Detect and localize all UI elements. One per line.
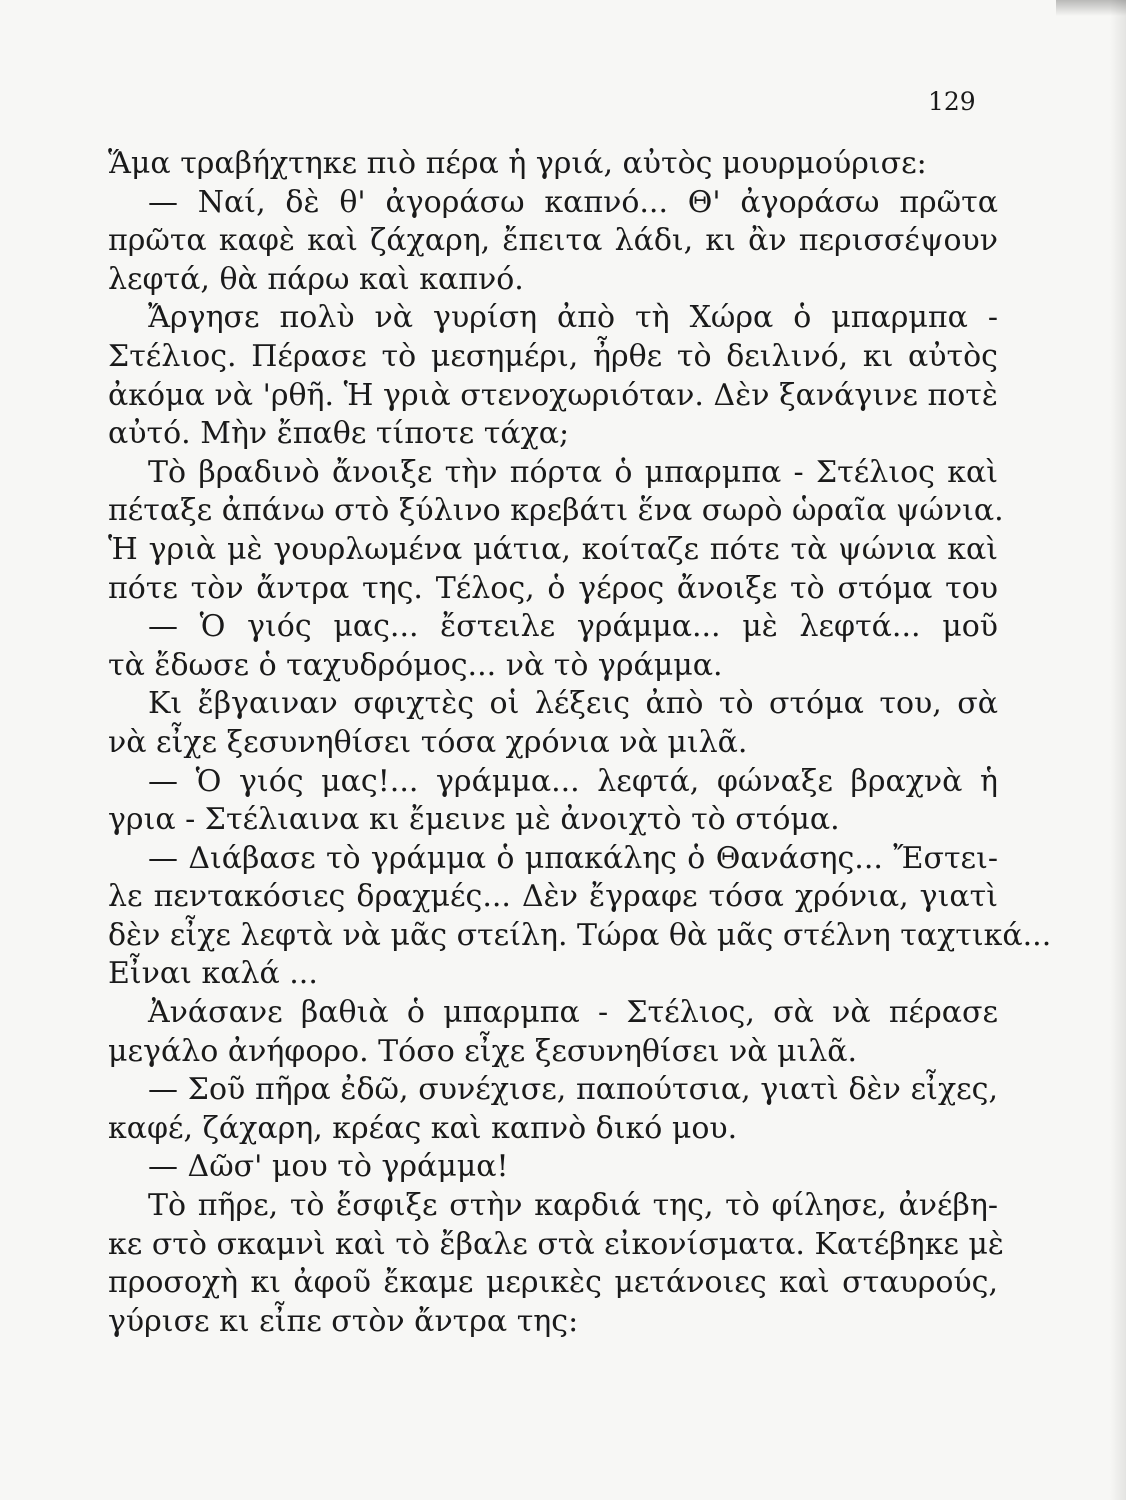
text-line: καφέ, ζάχαρη, κρέας καὶ καπνὸ δικό μου.: [108, 1110, 738, 1146]
text-line: Ἅμα τραβήχτηκε πιὸ πέρα ἡ γριά, αὐτὸς μουρμούρισε:: [108, 146, 927, 181]
text-line: — Ὁ γιός μας... ἔστειλε γράμμα... μὲ λεφτά... μοῦ: [148, 609, 998, 645]
page-corner-shadow: [1056, 0, 1126, 16]
text-line: πέταξε ἀπάνω στὸ ξύλινο κρεβάτι ἕνα σωρὸ ὡραῖα ψώνια.: [108, 493, 1004, 529]
text-line: Εἶναι καλά ...: [108, 956, 318, 992]
text-line: πρῶτα καφὲ καὶ ζάχαρη, ἔπειτα λάδι, κι ἂν περισσέψουν: [108, 223, 998, 259]
text-line: δὲν εἶχε λεφτὰ νὰ μᾶς στείλη. Τώρα θὰ μᾶς στέλνη ταχτικά...: [108, 917, 1052, 953]
text-line: λεφτά, θὰ πάρω καὶ καπνό.: [108, 261, 524, 297]
text-line: λε πεντακόσιες δραχμές... Δὲν ἔγραφε τόσα χρόνια, γιατὶ: [108, 879, 998, 915]
text-line: — Ναί, δὲ θ' ἀγοράσω καπνό... Θ' ἀγοράσω πρῶτα: [148, 184, 998, 220]
text-line: μεγάλο ἀνήφορο. Τόσο εἶχε ξεσυνηθίσει νὰ μιλᾶ.: [108, 1033, 858, 1069]
text-line: Στέλιος. Πέρασε τὸ μεσημέρι, ἦρθε τὸ δειλινό, κι αὐτὸς: [108, 338, 998, 374]
page-number: 129: [928, 87, 976, 116]
text-line: τὰ ἔδωσε ὁ ταχυδρόμος... νὰ τὸ γράμμα.: [108, 647, 723, 683]
text-line: Τὸ βραδινὸ ἄνοιξε τὴν πόρτα ὁ μπαρμπα - Στέλιος καὶ: [148, 454, 998, 490]
text-line: — Διάβασε τὸ γράμμα ὁ μπακάλης ὁ Θανάσης... Ἔστει-: [148, 840, 998, 876]
text-line: — Σοῦ πῆρα ἐδῶ, συνέχισε, παπούτσια, γιατὶ δὲν εἶχες,: [148, 1072, 998, 1108]
text-line: αὐτό. Μὴν ἔπαθε τίποτε τάχα;: [108, 416, 570, 452]
text-line: προσοχὴ κι ἀφοῦ ἔκαμε μερικὲς μετάνοιες καὶ σταυρούς,: [108, 1265, 998, 1301]
text-line: νὰ εἶχε ξεσυνηθίσει τόσα χρόνια νὰ μιλᾶ.: [108, 724, 748, 760]
text-line: κε στὸ σκαμνὶ καὶ τὸ ἔβαλε στὰ εἰκονίσματα. Κατέβηκε μὲ: [108, 1226, 1005, 1262]
text-line: γρια - Στέλιαινα κι ἔμεινε μὲ ἀνοιχτὸ τὸ στόμα.: [108, 802, 840, 838]
page-edge-shadow: [1110, 0, 1126, 1500]
text-line: — Ὁ γιός μας!... γράμμα... λεφτά, φώναξε βραχνὰ ἡ: [148, 763, 998, 799]
text-line: ἀκόμα νὰ 'ρθῆ. Ἡ γριὰ στενοχωριόταν. Δὲν ξανάγινε ποτὲ: [108, 377, 998, 413]
text-line: Κι ἔβγαιναν σφιχτὲς οἱ λέξεις ἀπὸ τὸ στόμα του, σὰ: [148, 686, 998, 722]
body-text: [108, 145, 1052, 1341]
text-line: πότε τὸν ἄντρα της. Τέλος, ὁ γέρος ἄνοιξε τὸ στόμα του: [108, 570, 998, 606]
text-line: γύρισε κι εἶπε στὸν ἄντρα της:: [108, 1303, 579, 1339]
text-line: Ἄργησε πολὺ νὰ γυρίση ἀπὸ τὴ Χώρα ὁ μπαρμπα -: [148, 300, 998, 336]
text-line: — Δῶσ' μου τὸ γράμμα!: [148, 1149, 509, 1185]
text-line: Ἡ γριὰ μὲ γουρλωμένα μάτια, κοίταζε πότε τὰ ψώνια καὶ: [108, 531, 998, 567]
text-line: Ἀνάσανε βαθιὰ ὁ μπαρμπα - Στέλιος, σὰ νὰ πέρασε: [148, 995, 998, 1031]
text-line: Τὸ πῆρε, τὸ ἔσφιξε στὴν καρδιά της, τὸ φίλησε, ἀνέβη-: [148, 1188, 998, 1224]
